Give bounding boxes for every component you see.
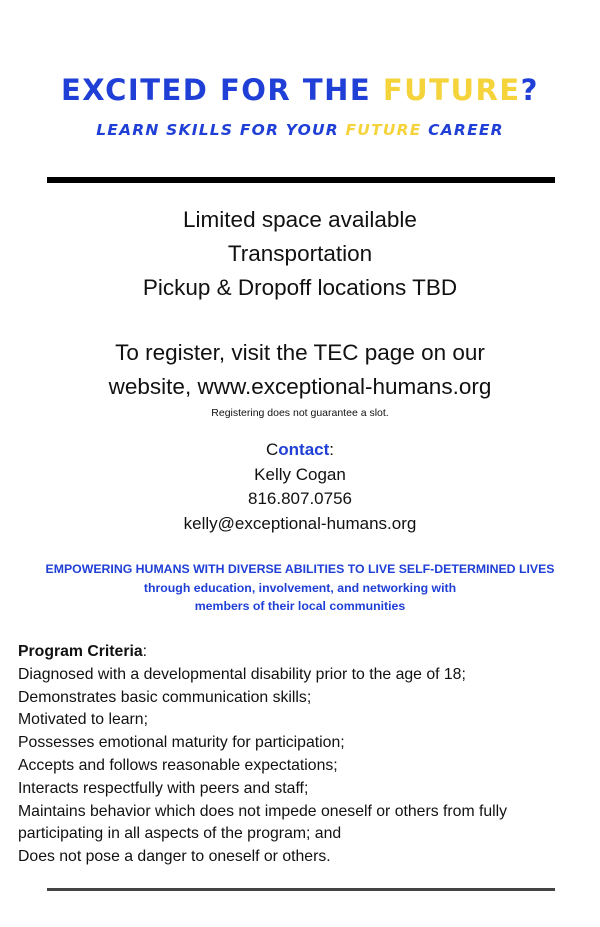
mission-line-2: through education, involvement, and networking with bbox=[143, 580, 457, 595]
program-criteria bbox=[18, 641, 588, 869]
mission-line-3: members of their local communities bbox=[194, 599, 406, 613]
contact-block bbox=[0, 438, 600, 536]
criteria-item: Accepts and follows reasonable expectations; bbox=[18, 756, 338, 774]
bottom-divider bbox=[47, 888, 555, 891]
info-line-transport: Transportation bbox=[227, 241, 373, 266]
register-block bbox=[0, 336, 600, 404]
contact-email: kelly@exceptional-humans.org bbox=[183, 513, 417, 533]
criteria-item: Possesses emotional maturity for participation; bbox=[18, 734, 345, 752]
register-note: Registering does not guarantee a slot. bbox=[211, 407, 389, 419]
criteria-item: Diagnosed with a developmental disability prior to the age of 18; bbox=[18, 665, 466, 683]
info-block bbox=[0, 203, 600, 305]
criteria-item: participating in all aspects of the program; and bbox=[18, 825, 342, 843]
criteria-item: Motivated to learn; bbox=[18, 711, 148, 729]
subheadline-accent: FUTURE bbox=[345, 121, 422, 139]
criteria-heading bbox=[18, 641, 588, 664]
contact-phone: 816.807.0756 bbox=[248, 489, 352, 508]
subheadline-end: CAREER bbox=[421, 121, 504, 139]
contact-label bbox=[0, 438, 600, 463]
criteria-item: Does not pose a danger to oneself or others. bbox=[18, 848, 331, 866]
headline bbox=[0, 73, 600, 107]
criteria-colon: : bbox=[142, 643, 148, 660]
headline-text: EXCITED FOR THE bbox=[61, 73, 383, 107]
contact-name: Kelly Cogan bbox=[254, 464, 346, 484]
info-line-space: Limited space available bbox=[183, 207, 417, 232]
subheadline-text: LEARN SKILLS FOR YOUR bbox=[96, 121, 346, 139]
top-divider bbox=[47, 177, 555, 183]
contact-label-rest: ontact bbox=[278, 440, 330, 459]
criteria-item: Demonstrates basic communication skills; bbox=[18, 688, 312, 706]
criteria-item: Interacts respectfully with peers and staff; bbox=[18, 779, 309, 797]
headline-end: ? bbox=[520, 73, 539, 107]
criteria-item: Maintains behavior which does not impede oneself or others from fully bbox=[18, 802, 508, 820]
contact-label-colon: : bbox=[329, 440, 334, 459]
subheadline bbox=[0, 121, 600, 139]
mission-line-1: EMPOWERING HUMANS WITH DIVERSE ABILITIES TO LIVE SELF-DETERMINED LIVES bbox=[45, 562, 555, 576]
info-line-pickup: Pickup & Dropoff locations TBD bbox=[142, 275, 458, 300]
register-line-2: website, www.exceptional-humans.org bbox=[108, 374, 492, 399]
criteria-title: Program Criteria bbox=[18, 643, 143, 660]
mission-statement bbox=[0, 560, 600, 616]
contact-label-first: C bbox=[265, 440, 279, 459]
headline-accent: FUTURE bbox=[382, 73, 521, 107]
register-line-1: To register, visit the TEC page on our bbox=[115, 340, 485, 365]
